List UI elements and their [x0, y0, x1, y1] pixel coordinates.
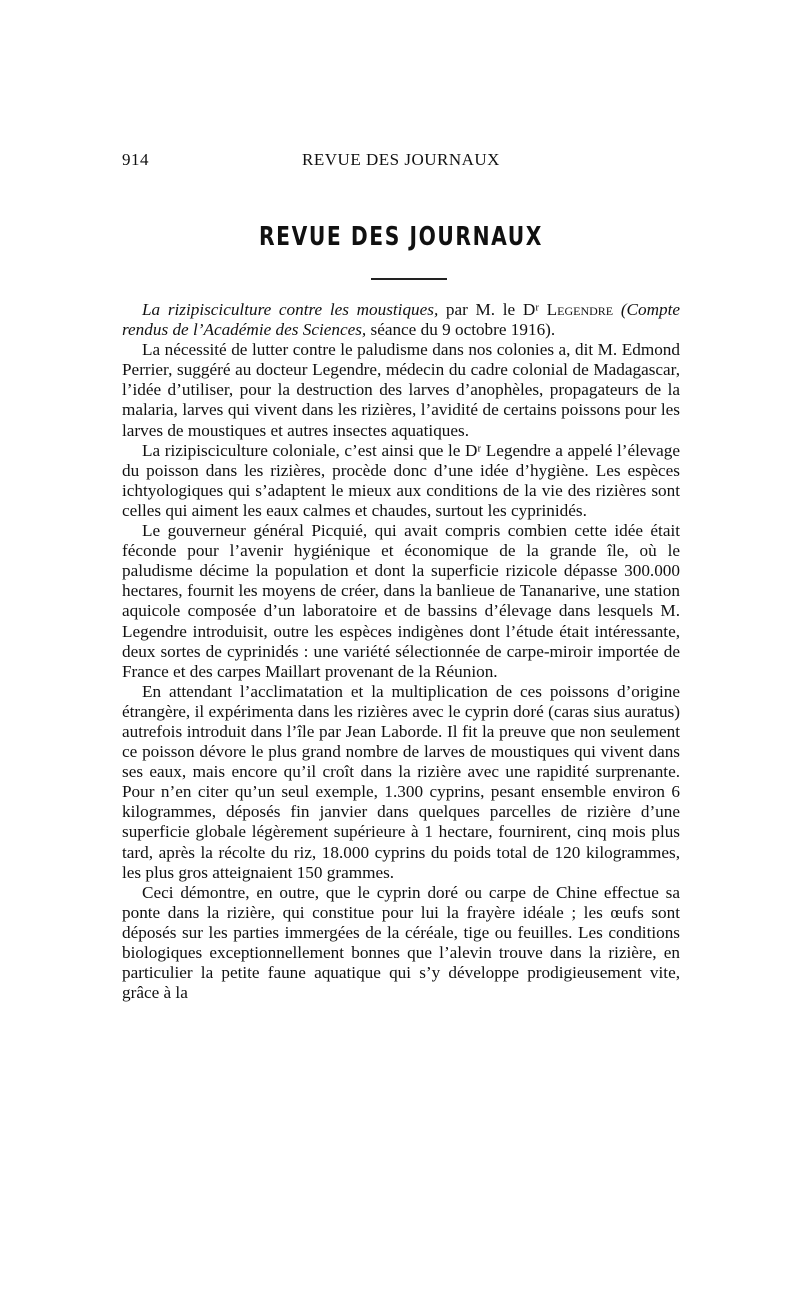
paragraph: La nécessité de lutter contre le paludisme dans nos colonies a, dit M. Edmond Perrier, suggéré au docteur Legendre, médecin du cadre colonial de Madagascar, l’idée d’utiliser, pour la destruction des larves d’anophèles, propagateurs de la malaria, larves qui vivent dans les rizières, l’avidité de certains poissons pour les larves de moustiques et autres insectes aquatiques. — [122, 340, 680, 440]
paragraph: En attendant l’acclimatation et la multiplication de ces poissons d’origine étrangère, il expérimenta dans les rizières avec le cyprin doré (caras sius auratus) autrefois introduit dans l’île par Jean Laborde. Il fit la preuve que non seulement ce poisson dévore le plus grand nombre de larves de moustiques qui vivent dans ses eaux, mais encore qu’il croît dans la rizière avec une rapidité surprenante. Pour n’en citer qu’un seul exemple, 1.300 cyprins, pesant ensemble environ 6 kilogrammes, déposés fin janvier dans quelques parcelles de rizière d’une superficie globale légèrement supérieure à 1 hectare, fournirent, cinq mois plus tard, après la récolte du riz, 18.000 cyprins du poids total de 120 kilogrammes, les plus gros atteignaient 150 grammes. — [122, 681, 680, 882]
author-prefix: par M. le Dʳ — [438, 300, 547, 319]
section-title: REVUE DES JOURNAUX — [258, 222, 543, 252]
article-body — [122, 300, 680, 1003]
paragraph: La rizipisciculture coloniale, c’est ainsi que le Dʳ Legendre a appelé l’élevage du poisson dans les rizières, procède donc d’une idée d’hygiène. Les espèces ichtyologiques qui s’adaptent le mieux aux conditions de la vie des rizières sont celles qui aiment les eaux calmes et chaudes, surtout les cyprinidés. — [122, 440, 680, 520]
paragraph: Ceci démontre, en outre, que le cyprin doré ou carpe de Chine effectue sa ponte dans la rizière, qui constitue pour lui la frayère idéale ; les œufs sont déposés sur les parties immergées de la céréale, tige ou feuilles. Les conditions biologiques exceptionnellement bonnes que l’alevin trouve dans la rizière, en particulier la petite faune aquatique qui s’y développe prodigieusement vite, grâce à la — [122, 882, 680, 1003]
running-head — [122, 150, 680, 172]
article-heading — [122, 300, 680, 340]
title-rule — [371, 278, 447, 280]
author-name: Legendre — [546, 300, 614, 319]
paragraph: Le gouverneur général Picquié, qui avait compris combien cette idée était féconde pour l’avenir hygiénique et économique de la grande île, où le paludisme décime la population et dont la superficie rizicole dépasse 300.000 hectares, fournit les moyens de créer, dans la banlieue de Tananarive, une station aquicole composée d’un laboratoire et de bassins d’élevage dans lesquels M. Legendre introduisit, outre les espèces indigènes dont l’étude était intéressante, deux sortes de cyprinidés : une variété sélectionnée de carpe-miroir importée de France et des carpes Maillart provenant de la Réunion. — [122, 521, 680, 681]
article-source: (Compte rendus de l’Académie des Sciences, — [122, 300, 681, 340]
running-title: REVUE DES JOURNAUX — [302, 150, 500, 169]
article-source-date: séance du 9 octobre 1916). — [366, 320, 556, 340]
page-number: 914 — [122, 150, 149, 169]
article-title: La rizipisciculture contre les moustiques, — [142, 300, 439, 319]
